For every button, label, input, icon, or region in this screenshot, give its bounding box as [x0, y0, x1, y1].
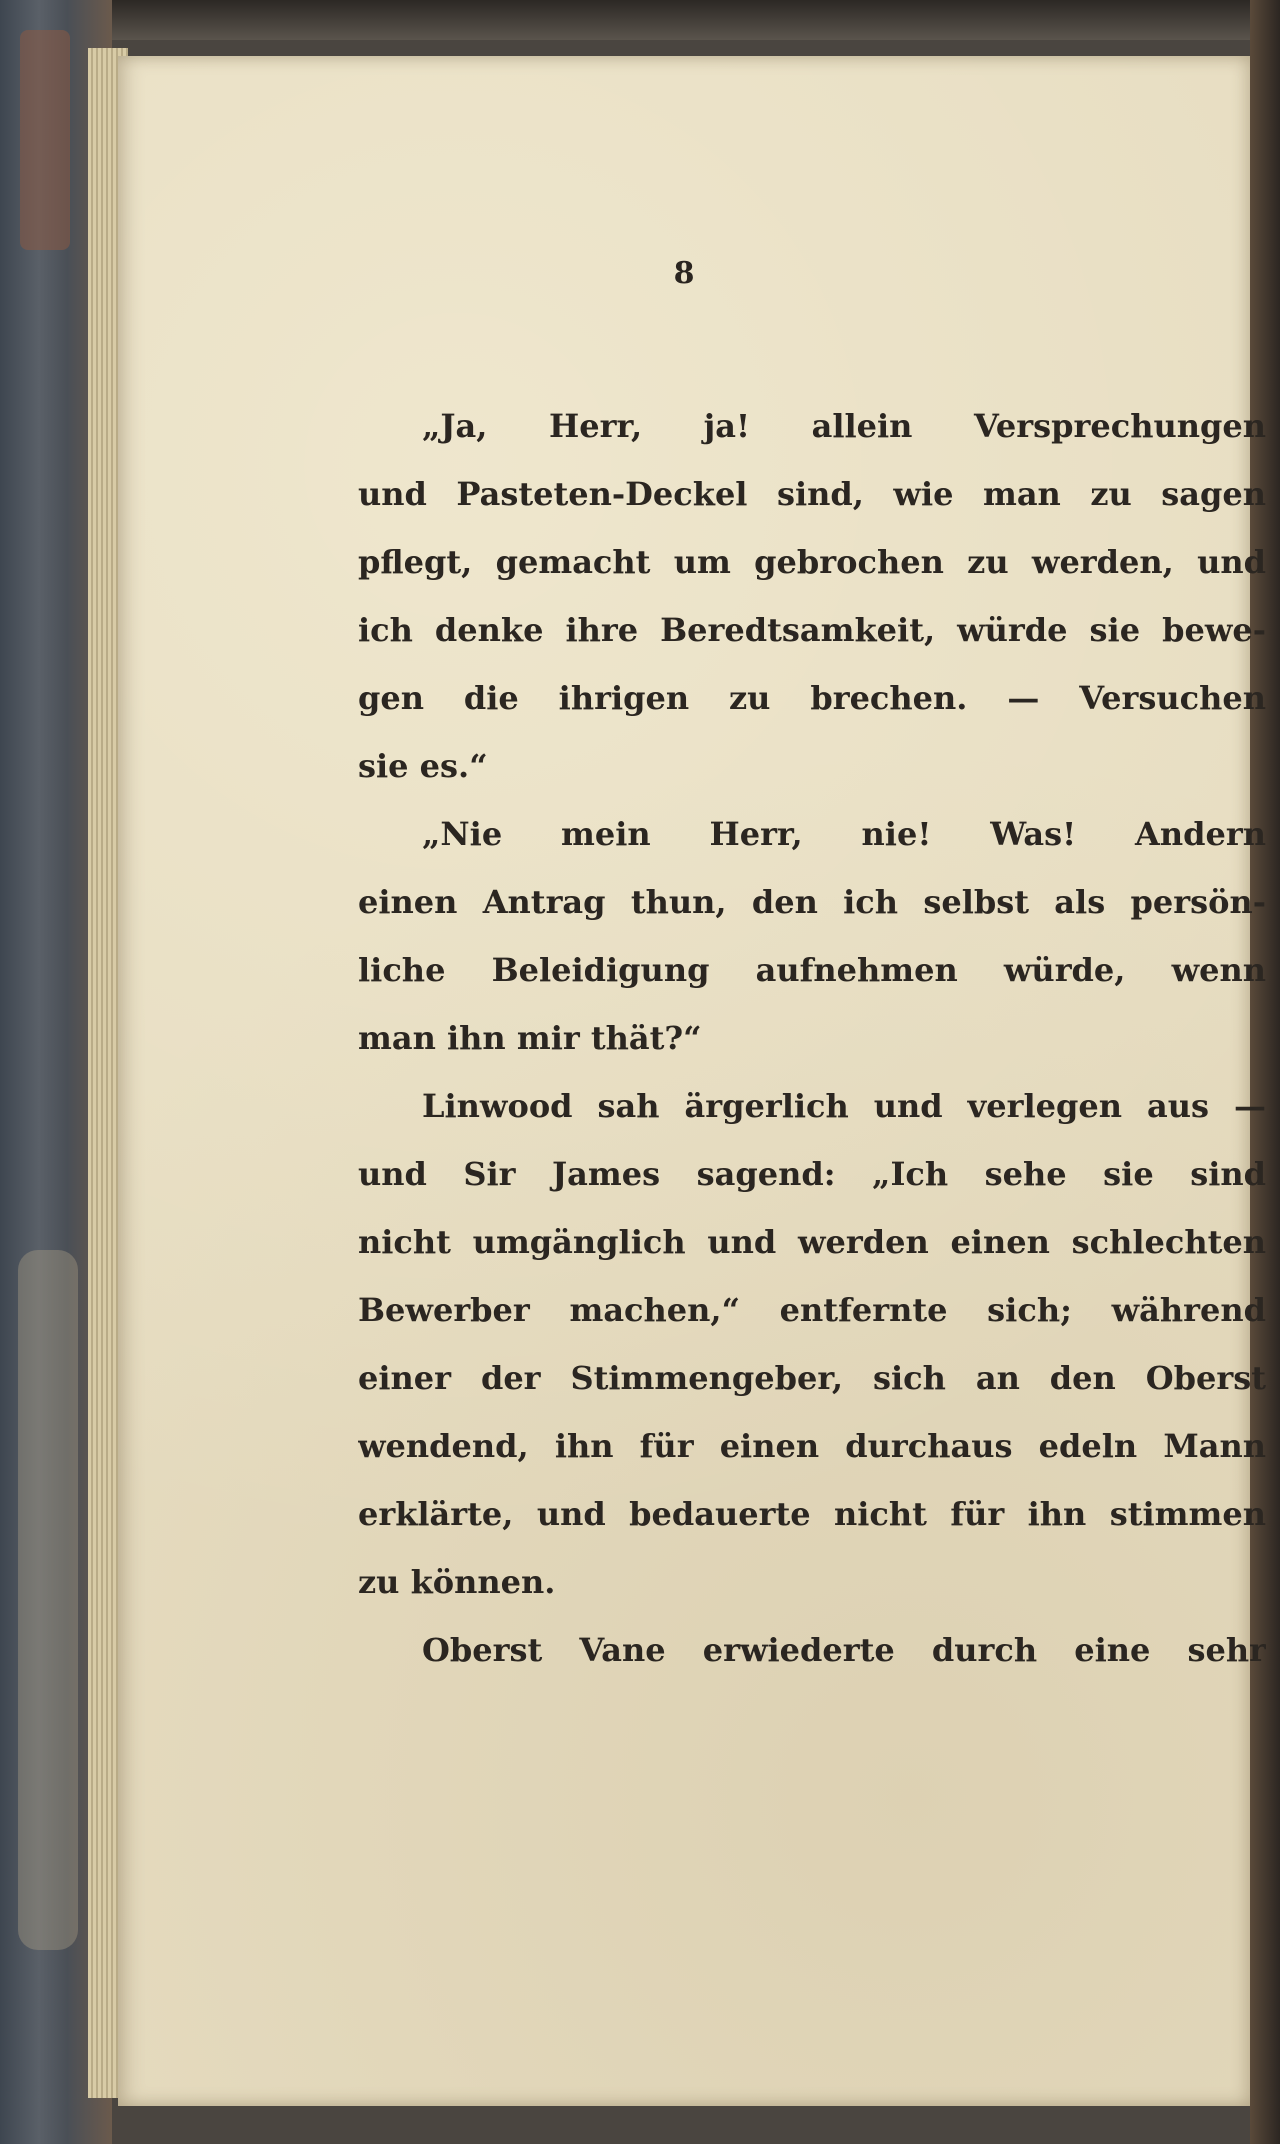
text-line: „Ja, Herr, ja! allein Versprechungen: [422, 407, 1266, 445]
text-line: man ihn mir thät?“: [358, 1019, 702, 1057]
text-line: liche Beleidigung aufnehmen würde, wenn: [358, 951, 1266, 989]
text-line: „Nie mein Herr, nie! Was! Andern: [422, 815, 1266, 853]
text-line: nicht umgänglich und werden einen schlechten: [358, 1223, 1266, 1261]
text-line: pflegt, gemacht um gebrochen zu werden, und: [358, 543, 1266, 581]
text-line: Oberst Vane erwiederte durch eine sehr: [422, 1631, 1266, 1669]
text-line: ich denke ihre Beredtsamkeit, würde sie bewe-: [358, 611, 1266, 649]
page-text: [358, 392, 1266, 1684]
text-line: sie es.“: [358, 747, 488, 785]
text-line: einen Antrag thun, den ich selbst als persön-: [358, 883, 1266, 921]
text-line: einer der Stimmengeber, sich an den Oberst: [358, 1359, 1266, 1397]
page-number: 8: [673, 256, 695, 291]
text-line: und Pasteten-Deckel sind, wie man zu sagen: [358, 475, 1266, 513]
book-page: [118, 56, 1266, 2106]
text-line: zu können.: [358, 1563, 556, 1601]
text-line: erklärte, und bedauerte nicht für ihn stimmen: [358, 1495, 1266, 1533]
text-line: Linwood sah ärgerlich und verlegen aus —: [422, 1087, 1266, 1125]
text-line: und Sir James sagend: „Ich sehe sie sind: [358, 1155, 1266, 1193]
text-line: gen die ihrigen zu brechen. — Versuchen: [358, 679, 1266, 717]
text-line: wendend, ihn für einen durchaus edeln Mann: [358, 1427, 1266, 1465]
book-cover-top: [60, 0, 1280, 40]
text-line: Bewerber machen,“ entfernte sich; während: [358, 1291, 1266, 1329]
